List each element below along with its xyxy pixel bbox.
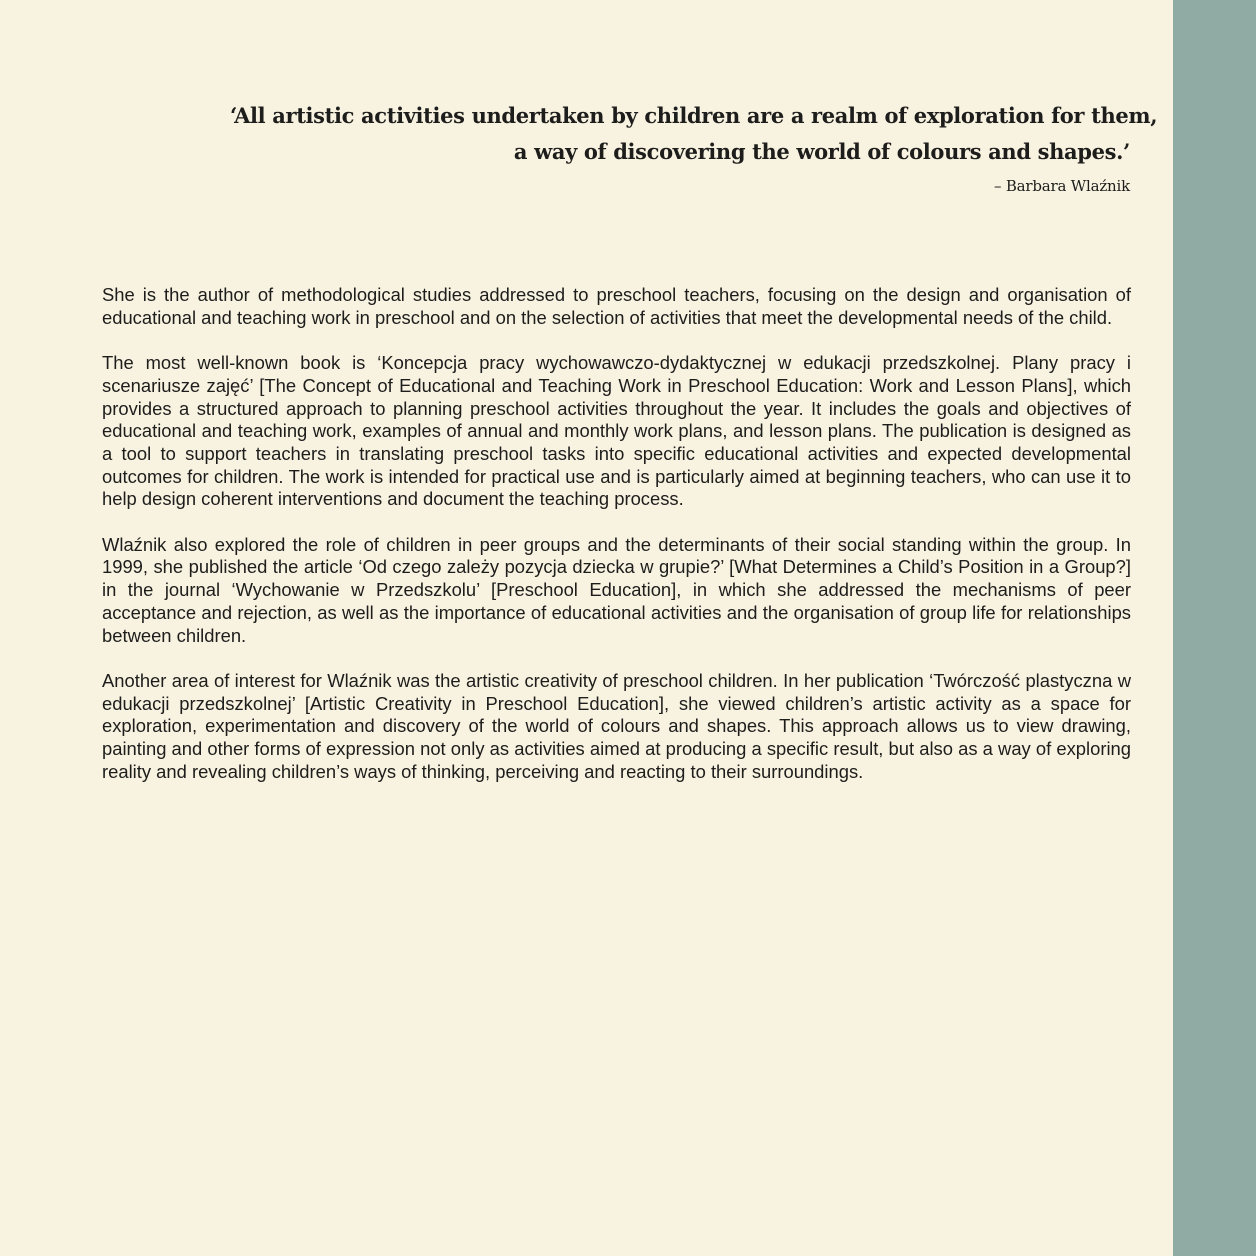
paragraph-2: The most well-known book is ‘Koncepcja pracy wychowawczo-dydaktycznej w edukacji przedszkolnej. Plany pracy i scenariusze zajęć’ [The Concept of Educational and Teaching Work in Preschool Education: Work and Lesson Plans], which provides a structured approach to planning preschool activities throughout the year. It includes the goals and objectives of educational and teaching work, examples of annual and monthly work plans, and lesson plans. The publication is designed as a tool to support teachers in translating preschool tasks into specific educational activities and expected developmental outcomes for children. The work is intended for practical use and is particularly aimed at beginning teachers, who can use it to help design coherent interventions and document the teaching process. xyxy=(102,352,1131,510)
epigraph-quote xyxy=(230,98,1158,196)
quote-line-2: a way of discovering the world of colours and shapes.’ xyxy=(513,139,1130,164)
paragraph-4: Another area of interest for Wlaźnik was the artistic creativity of preschool children. In her publication ‘Twórczość plastyczna w edukacji przedszkolnej’ [Artistic Creativity in Preschool Education], she viewed children’s artistic activity as a space for exploration, experimentation and discovery of the world of colours and shapes. This approach allows us to view drawing, painting and other forms of expression not only as activities aimed at producing a specific result, but also as a way of exploring reality and revealing children’s ways of thinking, perceiving and reacting to their surroundings. xyxy=(102,669,1131,782)
quote-author: – Barbara Wlaźnik xyxy=(993,177,1130,195)
side-color-band xyxy=(1173,0,1256,1256)
paragraph-1: She is the author of methodological studies addressed to preschool teachers, focusing on the design and organisation of educational and teaching work in preschool and on the selection of activities that meet the developmental needs of the child. xyxy=(102,284,1131,328)
body-text xyxy=(102,284,1131,806)
paragraph-3: Wlaźnik also explored the role of children in peer groups and the determinants of their social standing within the group. In 1999, she published the article ‘Od czego zależy pozycja dziecka w grupie?’ [What Determines a Child’s Position in a Group?] in the journal ‘Wychowanie w Przedszkolu’ [Preschool Education], in which she addressed the mechanisms of peer acceptance and rejection, as well as the importance of educational activities and the organisation of group life for relationships between children. xyxy=(102,533,1131,646)
quote-line-1: ‘All artistic activities undertaken by children are a realm of exploration for them, xyxy=(230,103,1158,128)
